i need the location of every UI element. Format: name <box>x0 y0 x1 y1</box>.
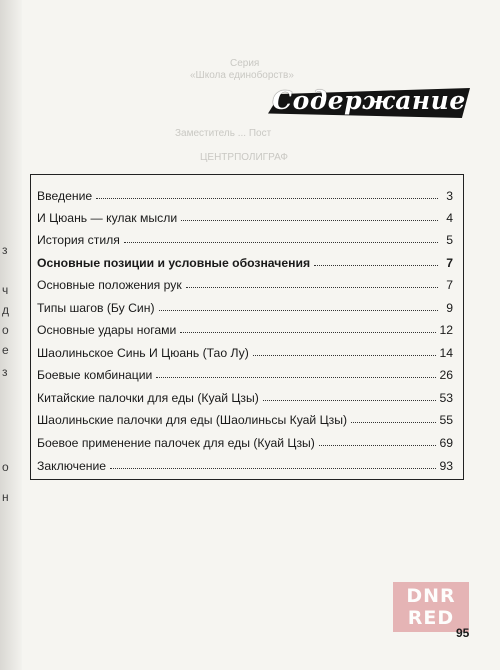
toc-entry <box>37 428 453 450</box>
toc-entry-page: 55 <box>439 413 453 427</box>
toc-entry <box>37 203 453 225</box>
watermark-line1: DNR <box>406 585 456 607</box>
toc-entry <box>37 360 453 382</box>
bleed-letter: д <box>2 303 10 317</box>
ghost-logo: ЦЕНТРПОЛИГРАФ <box>200 152 289 163</box>
toc-leader-dots <box>263 400 437 401</box>
toc-entry <box>37 451 453 473</box>
toc-entry-title: Шаолиньские палочки для еды (Шаолиньсы Куай Цзы) <box>37 413 348 427</box>
bleed-letter: з <box>2 243 8 257</box>
toc-entry <box>37 405 453 427</box>
toc-entry-page: 14 <box>439 346 453 360</box>
toc-entry <box>37 315 453 337</box>
toc-entry-title: Шаолиньское Синь И Цюань (Тао Лу) <box>37 346 249 360</box>
bleed-letter: ч <box>2 283 9 297</box>
bleed-letter: о <box>2 460 9 474</box>
toc-entry-title: Основные позиции и условные обозначения <box>37 256 311 270</box>
ghost-series: Серия <box>230 58 260 69</box>
watermark-line2: RED <box>407 607 455 629</box>
table-of-contents <box>30 174 464 480</box>
toc-entry <box>37 181 453 203</box>
toc-leader-dots <box>253 355 437 356</box>
toc-entry-page: 69 <box>439 436 453 450</box>
page-title: Содержание <box>272 86 466 115</box>
toc-entry <box>37 293 453 315</box>
toc-leader-dots <box>180 332 436 333</box>
toc-entry-page: 9 <box>446 301 453 315</box>
toc-entry-title: Боевые комбинации <box>37 368 153 382</box>
toc-entry-title: Введение <box>37 189 93 203</box>
toc-entry-page: 4 <box>446 211 453 225</box>
bleed-letter: о <box>2 323 9 337</box>
watermark-logo <box>393 582 469 632</box>
toc-entry-title: Основные удары ногами <box>37 323 177 337</box>
toc-entry-title: Заключение <box>37 459 107 473</box>
toc-leader-dots <box>96 198 438 199</box>
toc-entry-page: 53 <box>439 391 453 405</box>
title-banner <box>268 80 470 126</box>
toc-leader-dots <box>181 220 438 221</box>
toc-leader-dots <box>156 377 436 378</box>
toc-entry <box>37 270 453 292</box>
toc-entry-title: Основные положения рук <box>37 278 182 292</box>
ghost-school: «Школа единоборств» <box>190 70 294 81</box>
toc-leader-dots <box>186 287 438 288</box>
toc-entry-page: 12 <box>439 323 453 337</box>
page-number: 95 <box>456 626 470 640</box>
ghost-author: Заместитель ... Пост <box>175 128 272 139</box>
toc-leader-dots <box>314 265 438 266</box>
toc-entry <box>37 383 453 405</box>
bleed-letter: з <box>2 365 8 379</box>
toc-entry <box>37 248 453 270</box>
toc-entry-title: И Цюань — кулак мысли <box>37 211 178 225</box>
toc-entry-page: 5 <box>446 233 453 247</box>
toc-entry-page: 7 <box>446 256 453 270</box>
toc-leader-dots <box>351 422 436 423</box>
toc-leader-dots <box>319 445 437 446</box>
toc-entry-page: 7 <box>446 278 453 292</box>
toc-leader-dots <box>110 468 436 469</box>
toc-leader-dots <box>159 310 439 311</box>
toc-entry-page: 93 <box>439 459 453 473</box>
bleed-letter: н <box>2 490 9 504</box>
toc-entry-title: История стиля <box>37 233 120 247</box>
toc-entry <box>37 225 453 247</box>
toc-entry-title: Типы шагов (Бу Син) <box>37 301 155 315</box>
toc-leader-dots <box>124 242 438 243</box>
toc-entry-page: 3 <box>446 189 453 203</box>
toc-entry-title: Боевое применение палочек для еды (Куай Цзы) <box>37 436 315 450</box>
toc-entry-title: Китайские палочки для еды (Куай Цзы) <box>37 391 259 405</box>
toc-entry <box>37 338 453 360</box>
toc-entry-page: 26 <box>439 368 453 382</box>
bleed-letter: е <box>2 343 9 357</box>
